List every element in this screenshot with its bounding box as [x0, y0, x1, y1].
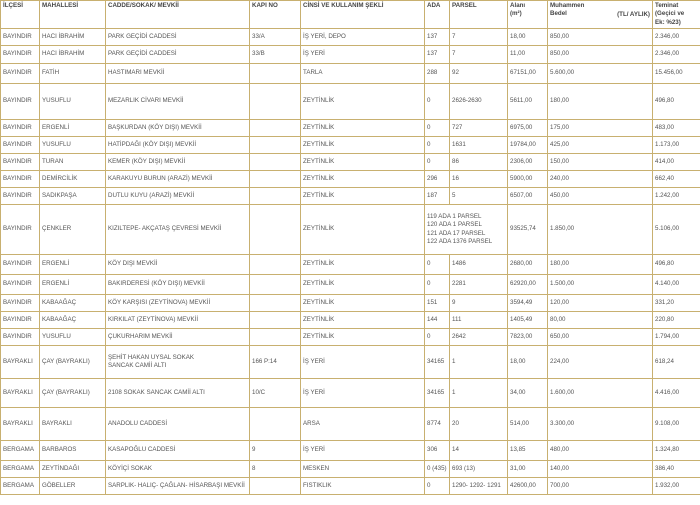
table-row — [1, 29, 700, 46]
cell-muh: 1.500,00 — [548, 275, 653, 295]
cell-alan: 2680,00 — [508, 255, 548, 275]
cell-parsel: 9 — [450, 295, 508, 312]
cell-kapi — [250, 478, 301, 495]
table-row — [1, 171, 700, 188]
header-ada: ADA — [425, 1, 450, 29]
cell-kapi — [250, 154, 301, 171]
cell-muh: 850,00 — [548, 29, 653, 46]
cell-cadde: BAKIRDERESİ (KÖY DIŞI) MEVKİİ — [106, 275, 250, 295]
cell-ilce: BERGAMA — [1, 441, 40, 461]
cell-ada: 0 — [425, 329, 450, 346]
cell-muh: 650,00 — [548, 329, 653, 346]
cell-parsel: 92 — [450, 64, 508, 84]
cell-alan: 5900,00 — [508, 171, 548, 188]
table-header-row — [1, 1, 700, 29]
ada-parsel-line: 120 ADA 1 PARSEL — [427, 221, 482, 229]
cell-parsel: 727 — [450, 120, 508, 137]
header-parsel: PARSEL — [450, 1, 508, 29]
cell-ada: 187 — [425, 188, 450, 205]
cell-mahalle: ERGENLİ — [40, 275, 106, 295]
cell-cins: İŞ YERİ — [301, 379, 425, 408]
cell-ilce: BAYINDIR — [1, 312, 40, 329]
header-cadde: CADDE/SOKAK/ MEVKİİ — [106, 1, 250, 29]
ada-parsel-line: 122 ADA 1376 PARSEL — [427, 237, 493, 245]
cell-parsel: 16 — [450, 171, 508, 188]
cell-muh: 150,00 — [548, 154, 653, 171]
cell-ada-parsel — [425, 205, 508, 255]
cell-tem: 5.106,00 — [653, 205, 700, 255]
cell-kapi — [250, 408, 301, 441]
cell-kapi: 9 — [250, 441, 301, 461]
cell-alan: 18,00 — [508, 29, 548, 46]
cell-parsel: 86 — [450, 154, 508, 171]
cell-cadde: HASTIMARI MEVKİİ — [106, 64, 250, 84]
cell-ilce: BAYINDIR — [1, 46, 40, 64]
cell-cins: ARSA — [301, 408, 425, 441]
cell-tem: 1.932,00 — [653, 478, 700, 495]
cell-parsel: 1 — [450, 346, 508, 379]
cell-ada: 296 — [425, 171, 450, 188]
cell-ilce: BAYINDIR — [1, 329, 40, 346]
cell-ilce: BAYINDIR — [1, 154, 40, 171]
table-row — [1, 275, 700, 295]
table-row — [1, 255, 700, 275]
table-row — [1, 441, 700, 461]
header-muhammen-bedel: Bedel — [550, 10, 567, 18]
cell-cins: MESKEN — [301, 461, 425, 478]
cell-ada: 0 — [425, 154, 450, 171]
header-cins: CİNSİ VE KULLANIM ŞEKLİ — [301, 1, 425, 29]
cell-parsel: 1290- 1292- 1291 — [450, 478, 508, 495]
header-teminat-line1: Teminat (Geçici ve — [655, 2, 685, 18]
cell-muh: 80,00 — [548, 312, 653, 329]
cell-ilce: BAYRAKLI — [1, 346, 40, 379]
cadde-line: SANCAK CAMİİ ALTI — [108, 362, 167, 370]
cell-ilce: BERGAMA — [1, 478, 40, 495]
cell-tem: 1.794,00 — [653, 329, 700, 346]
cell-tem: 414,00 — [653, 154, 700, 171]
cell-ilce: BAYINDIR — [1, 295, 40, 312]
cell-cins: FISTIKLIK — [301, 478, 425, 495]
cell-mahalle: YUSUFLU — [40, 137, 106, 154]
cell-cins: ZEYTİNLİK — [301, 329, 425, 346]
header-mahalle: MAHALLESİ — [40, 1, 106, 29]
cell-ada: 0 (435) — [425, 461, 450, 478]
cell-parsel: 7 — [450, 29, 508, 46]
cell-cins: TARLA — [301, 64, 425, 84]
table-row — [1, 478, 700, 495]
cell-cins: İŞ YERİ — [301, 346, 425, 379]
cell-alan: 18,00 — [508, 346, 548, 379]
cell-alan: 42600,00 — [508, 478, 548, 495]
cell-parsel: 7 — [450, 46, 508, 64]
cell-alan: 34,00 — [508, 379, 548, 408]
cell-tem: 618,24 — [653, 346, 700, 379]
cell-cadde: KASAPOĞLU CADDESİ — [106, 441, 250, 461]
cell-tem: 220,80 — [653, 312, 700, 329]
cell-mahalle: DEMİRCİLİK — [40, 171, 106, 188]
cell-parsel: 1 — [450, 379, 508, 408]
ada-parsel-line: 121 ADA 17 PARSEL — [427, 229, 486, 237]
cell-cins: ZEYTİNLİK — [301, 275, 425, 295]
cell-tem: 1.242,00 — [653, 188, 700, 205]
cell-mahalle: TURAN — [40, 154, 106, 171]
cell-muh: 1.600,00 — [548, 379, 653, 408]
cell-cadde: KARAKUYU BURUN (ARAZİ) MEVKİİ — [106, 171, 250, 188]
cell-cins: ZEYTİNLİK — [301, 255, 425, 275]
cell-kapi — [250, 312, 301, 329]
cell-muh: 425,00 — [548, 137, 653, 154]
cell-muh: 1.850,00 — [548, 205, 653, 255]
cell-ada: 137 — [425, 29, 450, 46]
cell-tem: 1.173,00 — [653, 137, 700, 154]
cell-muh: 240,00 — [548, 171, 653, 188]
cell-muh: 700,00 — [548, 478, 653, 495]
cell-parsel: 5 — [450, 188, 508, 205]
cell-muh: 450,00 — [548, 188, 653, 205]
cell-muh: 224,00 — [548, 346, 653, 379]
cell-cadde: ANADOLU CADDESİ — [106, 408, 250, 441]
cell-mahalle: GÖBELLER — [40, 478, 106, 495]
cell-ilce: BAYINDIR — [1, 275, 40, 295]
cell-ada: 137 — [425, 46, 450, 64]
cell-ada: 8774 — [425, 408, 450, 441]
cell-ada: 0 — [425, 137, 450, 154]
cell-cadde: KIZILTEPE- AKÇATAŞ ÇEVRESİ MEVKİİ — [106, 205, 250, 255]
cell-muh: 180,00 — [548, 255, 653, 275]
cell-cadde — [106, 346, 250, 379]
cell-cins: ZEYTİNLİK — [301, 205, 425, 255]
header-muhammen — [548, 1, 653, 29]
cell-ada: 306 — [425, 441, 450, 461]
cell-cadde: KÖY DIŞI MEVKİİ — [106, 255, 250, 275]
cell-ilce: BAYINDIR — [1, 255, 40, 275]
cell-kapi — [250, 171, 301, 188]
cell-tem: 15.456,00 — [653, 64, 700, 84]
cell-tem: 2.346,00 — [653, 29, 700, 46]
cell-cins: ZEYTİNLİK — [301, 312, 425, 329]
cell-kapi — [250, 255, 301, 275]
cell-ilce: BAYINDIR — [1, 64, 40, 84]
table-row — [1, 408, 700, 441]
header-alan-unit: (m²) — [510, 10, 522, 18]
cell-ada: 0 — [425, 478, 450, 495]
cell-tem: 4.416,00 — [653, 379, 700, 408]
cell-tem: 331,20 — [653, 295, 700, 312]
cell-cins: ZEYTİNLİK — [301, 84, 425, 120]
cell-parsel: 2281 — [450, 275, 508, 295]
cell-kapi — [250, 205, 301, 255]
cell-mahalle: KABAAĞAÇ — [40, 295, 106, 312]
cell-mahalle: ÇENKLER — [40, 205, 106, 255]
cell-muh: 140,00 — [548, 461, 653, 478]
table-row — [1, 379, 700, 408]
cell-alan: 13,85 — [508, 441, 548, 461]
cell-ilce: BAYINDIR — [1, 29, 40, 46]
cell-mahalle: HACI İBRAHİM — [40, 46, 106, 64]
cell-alan: 1405,49 — [508, 312, 548, 329]
table-row — [1, 64, 700, 84]
cell-tem: 4.140,00 — [653, 275, 700, 295]
cell-parsel: 20 — [450, 408, 508, 441]
cell-tem: 1.324,80 — [653, 441, 700, 461]
cell-ada: 151 — [425, 295, 450, 312]
cell-ilce: BAYINDIR — [1, 84, 40, 120]
cell-ilce: BAYRAKLI — [1, 379, 40, 408]
cell-kapi: 10/C — [250, 379, 301, 408]
table-row — [1, 346, 700, 379]
cell-cadde: BAŞKURDAN (KÖY DIŞI) MEVKİİ — [106, 120, 250, 137]
cell-cadde: MEZARLIK CİVARI MEVKİİ — [106, 84, 250, 120]
cell-kapi — [250, 188, 301, 205]
cadde-line: ŞEHİT HAKAN UYSAL SOKAK — [108, 353, 194, 361]
cell-alan: 3594,49 — [508, 295, 548, 312]
header-ilce: İLÇESİ — [1, 1, 40, 29]
header-muhammen-label: Muhammen — [550, 2, 585, 9]
table-row — [1, 120, 700, 137]
table-row — [1, 461, 700, 478]
cell-ilce: BERGAMA — [1, 461, 40, 478]
cell-mahalle: SADIKPAŞA — [40, 188, 106, 205]
cell-cadde: PARK GEÇİDİ CADDESİ — [106, 29, 250, 46]
cell-parsel: 2642 — [450, 329, 508, 346]
cell-kapi — [250, 137, 301, 154]
cell-parsel: 2626-2630 — [450, 84, 508, 120]
cell-cadde: DUTLU KUYU (ARAZİ) MEVKİİ — [106, 188, 250, 205]
cell-mahalle: HACI İBRAHİM — [40, 29, 106, 46]
cell-alan: 19784,00 — [508, 137, 548, 154]
ada-parsel-line: 119 ADA 1 PARSEL — [427, 212, 482, 220]
cell-ada: 0 — [425, 255, 450, 275]
cell-cadde: HATİPDAĞI (KÖY DIŞI) MEVKİİ — [106, 137, 250, 154]
cell-ada: 34165 — [425, 346, 450, 379]
table-row — [1, 295, 700, 312]
cell-alan: 67151,00 — [508, 64, 548, 84]
cell-alan: 31,00 — [508, 461, 548, 478]
cell-ilce: BAYINDIR — [1, 137, 40, 154]
cell-tem: 483,00 — [653, 120, 700, 137]
table-row — [1, 154, 700, 171]
cell-cins: İŞ YERİ, DEPO — [301, 29, 425, 46]
cell-kapi: 8 — [250, 461, 301, 478]
cell-mahalle: BAYRAKLI — [40, 408, 106, 441]
cell-cins: İŞ YERİ — [301, 46, 425, 64]
cell-mahalle: YUSUFLU — [40, 84, 106, 120]
cell-tem: 386,40 — [653, 461, 700, 478]
cell-cadde: ÇUKURHARIM MEVKİİ — [106, 329, 250, 346]
cell-mahalle: ERGENLİ — [40, 255, 106, 275]
cell-parsel: 693 (13) — [450, 461, 508, 478]
cell-cadde: KÖYİÇİ SOKAK — [106, 461, 250, 478]
header-teminat-line2: Ek: %23) — [655, 18, 681, 26]
cell-ilce: BAYINDIR — [1, 188, 40, 205]
cell-mahalle: BARBAROS — [40, 441, 106, 461]
cell-muh: 120,00 — [548, 295, 653, 312]
cell-cins: ZEYTİNLİK — [301, 137, 425, 154]
cell-cadde: KIRKILAT (ZEYTİNOVA) MEVKİİ — [106, 312, 250, 329]
header-alan-label: Alanı — [510, 2, 526, 9]
cell-ada: 144 — [425, 312, 450, 329]
cell-alan: 62920,00 — [508, 275, 548, 295]
cell-cadde: PARK GEÇİDİ CADDESİ — [106, 46, 250, 64]
cell-muh: 180,00 — [548, 84, 653, 120]
cell-muh: 175,00 — [548, 120, 653, 137]
cell-cadde: 2108 SOKAK SANCAK CAMİİ ALTI — [106, 379, 250, 408]
cell-alan: 11,00 — [508, 46, 548, 64]
cell-alan: 5611,00 — [508, 84, 548, 120]
header-muhammen-unit: (TL/ AYLIK) — [617, 10, 650, 18]
cell-tem: 496,80 — [653, 84, 700, 120]
table-row — [1, 312, 700, 329]
table-row — [1, 84, 700, 120]
cell-kapi — [250, 275, 301, 295]
cell-kapi: 33/B — [250, 46, 301, 64]
cell-muh: 5.600,00 — [548, 64, 653, 84]
cell-mahalle: FATİH — [40, 64, 106, 84]
table-row — [1, 329, 700, 346]
cell-cins: ZEYTİNLİK — [301, 188, 425, 205]
cell-ada: 34165 — [425, 379, 450, 408]
header-kapi: KAPI NO — [250, 1, 301, 29]
cell-parsel: 1631 — [450, 137, 508, 154]
cell-alan: 93525,74 — [508, 205, 548, 255]
cell-mahalle: YUSUFLU — [40, 329, 106, 346]
cell-mahalle: KABAAĞAÇ — [40, 312, 106, 329]
cell-kapi: 166 P:14 — [250, 346, 301, 379]
cell-muh: 850,00 — [548, 46, 653, 64]
cell-cadde: SARPLIK- HALIÇ- ÇAĞLAN- HİSARBAŞI MEVKİİ — [106, 478, 250, 495]
cell-parsel: 14 — [450, 441, 508, 461]
table-row — [1, 188, 700, 205]
cell-kapi — [250, 120, 301, 137]
cell-mahalle: ZEYTİNDAĞI — [40, 461, 106, 478]
cell-muh: 480,00 — [548, 441, 653, 461]
cell-mahalle: ÇAY (BAYRAKLI) — [40, 346, 106, 379]
table-row — [1, 46, 700, 64]
cell-cins: İŞ YERİ — [301, 441, 425, 461]
cell-tem: 662,40 — [653, 171, 700, 188]
cell-parsel: 1486 — [450, 255, 508, 275]
cell-mahalle: ERGENLİ — [40, 120, 106, 137]
cell-ada: 0 — [425, 120, 450, 137]
cell-kapi — [250, 295, 301, 312]
cell-ada: 0 — [425, 275, 450, 295]
cell-tem: 9.108,00 — [653, 408, 700, 441]
table-row — [1, 137, 700, 154]
header-alan — [508, 1, 548, 29]
cell-alan: 6507,00 — [508, 188, 548, 205]
table-row — [1, 205, 700, 255]
cell-mahalle: ÇAY (BAYRAKLI) — [40, 379, 106, 408]
cell-cadde: KEMER (KÖY DIŞI) MEVKİİ — [106, 154, 250, 171]
cell-kapi: 33/A — [250, 29, 301, 46]
cell-kapi — [250, 329, 301, 346]
cell-muh: 3.300,00 — [548, 408, 653, 441]
cell-cins: ZEYTİNLİK — [301, 120, 425, 137]
cell-alan: 7823,00 — [508, 329, 548, 346]
cell-parsel: 111 — [450, 312, 508, 329]
cell-cins: ZEYTİNLİK — [301, 154, 425, 171]
cell-ada: 288 — [425, 64, 450, 84]
cell-alan: 2306,00 — [508, 154, 548, 171]
cell-kapi — [250, 64, 301, 84]
header-teminat — [653, 1, 700, 29]
cell-ilce: BAYINDIR — [1, 171, 40, 188]
cell-alan: 6975,00 — [508, 120, 548, 137]
cell-kapi — [250, 84, 301, 120]
cell-alan: 514,00 — [508, 408, 548, 441]
cell-ilce: BAYRAKLI — [1, 408, 40, 441]
cell-cins: ZEYTİNLİK — [301, 295, 425, 312]
cell-ilce: BAYINDIR — [1, 120, 40, 137]
cell-ada: 0 — [425, 84, 450, 120]
cell-cadde: KÖY KARŞISI (ZEYTİNOVA) MEVKİİ — [106, 295, 250, 312]
cell-tem: 496,80 — [653, 255, 700, 275]
cell-ilce: BAYINDIR — [1, 205, 40, 255]
cell-tem: 2.346,00 — [653, 46, 700, 64]
cell-cins: ZEYTİNLİK — [301, 171, 425, 188]
